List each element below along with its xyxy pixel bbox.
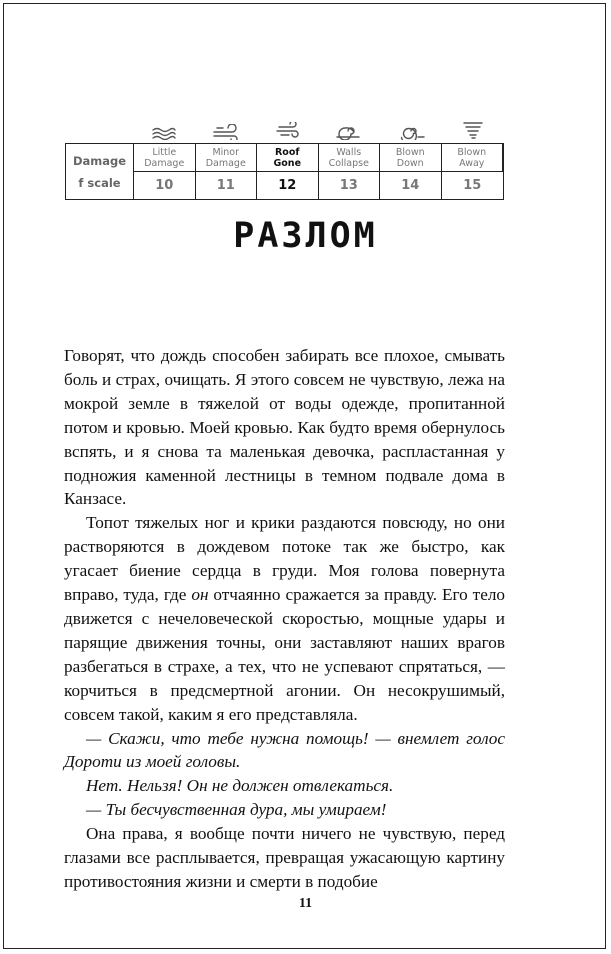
tornado-icon xyxy=(442,116,504,140)
paragraph: Говорят, что дождь способен забирать все плохое, смывать боль и страх, очищать. Я этого совсем не чувствую, лежа на мокрой земле в тяжелой от воды одежде, пропитанной потом и кровью. Моей кровью. Как будто время обернулось вспять, и я снова та маленькая девочка, распластанная у подножия каменной лестницы в темном подвале дома в Канзасе. xyxy=(64,346,505,509)
emphasis: он xyxy=(191,585,209,605)
scale-icons xyxy=(133,116,504,140)
scale-label-top: Damage xyxy=(72,153,127,168)
scale-category: Little Damage xyxy=(134,144,196,172)
body-text xyxy=(64,344,505,894)
scale-category: Minor Damage xyxy=(196,144,258,172)
wind-icon xyxy=(133,116,195,140)
paragraph xyxy=(64,511,505,726)
scale-category: Blown Away xyxy=(442,144,504,172)
paragraph: Она права, я вообще почти ничего не чувствую, перед глазами все расплывается, превращая ужасающую картину противостояния жизни и смерти в подобие xyxy=(64,824,505,891)
paragraph-text: отчаянно сражается за правду. Его тело движется с нечеловеческой скоростью, мощные удары и парящие движения точны, они заставляют наших врагов разбегаться в страхе, а тех, что не успевают спрятаться, — корчиться в предсмертной агонии. Он несокрушимый, совсем такой, каким я его представляла. xyxy=(64,585,505,724)
wind-spiral-icon xyxy=(257,116,319,140)
scale-number: 13 xyxy=(319,172,381,199)
scale-category-active: Roof Gone xyxy=(257,144,319,172)
paragraph-text: Топот тяжелых ног и крики раздаются повсюду, но они растворяются в дождевом потоке так же быстро, как угасает биение сердца в груди. Моя голова повернута вправо, туда, где xyxy=(64,513,505,605)
chapter-title: РАЗЛОМ xyxy=(233,216,378,256)
tornado-swirl-icon xyxy=(318,116,380,140)
scale-category: Blown Down xyxy=(380,144,442,172)
scale-category: Walls Collapse xyxy=(319,144,381,172)
scale-number-active: 12 xyxy=(257,172,319,199)
scale-number: 11 xyxy=(196,172,258,199)
scale-number: 10 xyxy=(134,172,196,199)
thought-line: Нет. Нельзя! Он не должен отвлекаться. xyxy=(86,776,394,796)
damage-scale-table xyxy=(65,143,504,200)
wind-swirl-icon xyxy=(195,116,257,140)
dialogue-line: — Скажи, что тебе нужна помощь! — внемлет голос Дороти из моей головы. xyxy=(64,728,505,772)
scale-number: 15 xyxy=(463,178,482,193)
scale-number: 14 xyxy=(380,172,442,199)
tornado-spiral-icon xyxy=(380,116,442,140)
dialogue-line: — Ты бесчувственная дура, мы умираем! xyxy=(86,800,387,820)
scale-label xyxy=(66,144,134,199)
scale-label-bottom: f scale xyxy=(78,175,121,190)
page-number: 11 xyxy=(298,896,313,911)
